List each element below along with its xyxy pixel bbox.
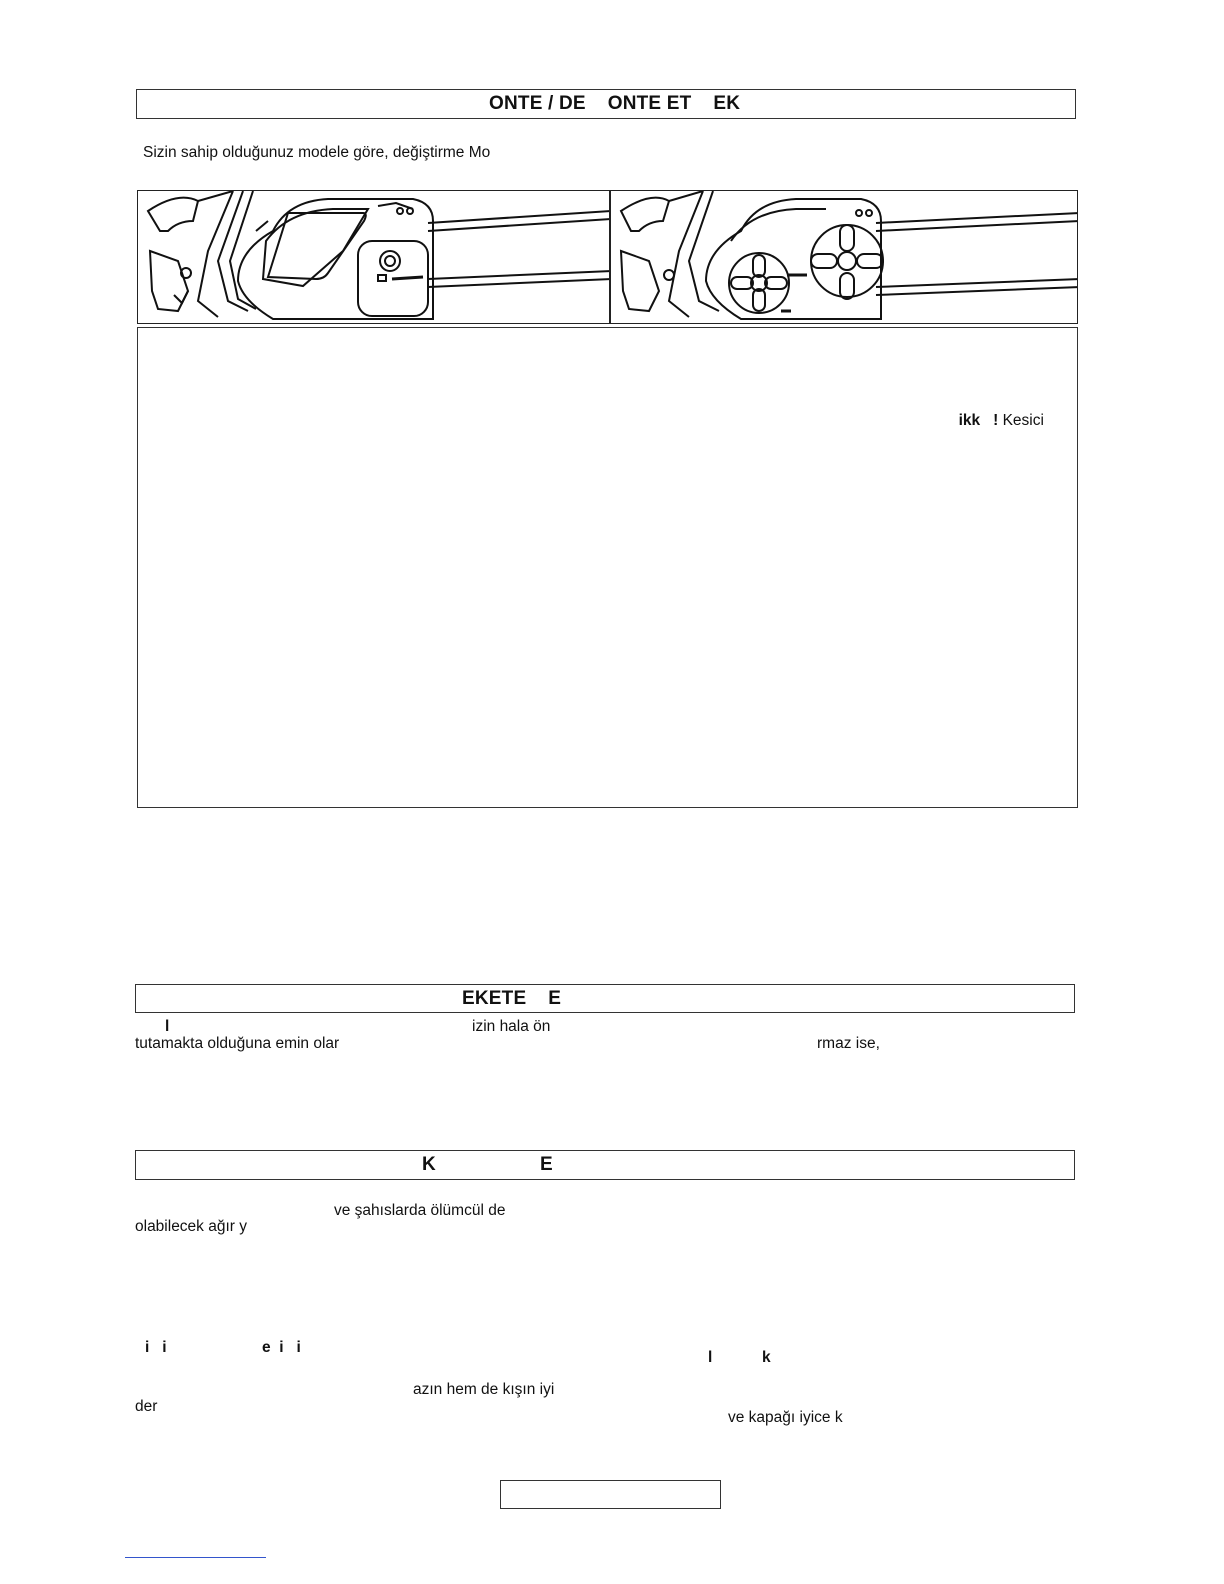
section2-line1-text: izin hala ön (472, 1018, 551, 1035)
section3-p1-a: ve şahıslarda ölümcül de (334, 1202, 506, 1219)
section-title-box-safety (135, 1150, 1075, 1180)
section2-line2-b: rmaz ise, (817, 1035, 880, 1052)
section3-p2-bold-b: e i i (262, 1339, 301, 1356)
section3-p2-bold-c: l (708, 1349, 713, 1366)
caution-text: Kesici (998, 412, 1044, 429)
section3-p2-bold-d: k (762, 1349, 771, 1366)
section2-line1-bold: l (165, 1018, 170, 1035)
section-title-montage: ONTE / DE ONTE ET EK (489, 93, 741, 114)
instructions-frame (137, 327, 1078, 808)
caution-note (950, 394, 1044, 430)
section3-p1-b: olabilecek ağır y (135, 1218, 248, 1235)
section3-p2-bold-a: i i (145, 1339, 167, 1356)
section3-p3-c: ve kapağı iyice k (728, 1409, 843, 1426)
chainsaw-tool-free-knobs-illustration (611, 191, 1078, 324)
page-number-box (500, 1480, 721, 1509)
left-saw-figure (137, 190, 610, 324)
intro-text: Sizin sahip olduğunuz modele göre, değiştirme Mo (143, 144, 491, 161)
section3-p3-a: azın hem de kışın iyi (413, 1381, 555, 1398)
section-title-safety-b: E (540, 1154, 553, 1175)
right-saw-figure (610, 190, 1078, 324)
footer-link-underline[interactable] (125, 1557, 266, 1558)
caution-label: ikk ! (958, 412, 999, 429)
section2-line2-a: tutamakta olduğuna emin olar (135, 1035, 340, 1052)
section3-p3-b: der (135, 1398, 158, 1415)
chainsaw-side-cover-illustration (138, 191, 610, 324)
section-title-box-chain-brake (135, 984, 1075, 1013)
section-title-safety-a: K (422, 1154, 436, 1175)
section-title-box-montage (136, 89, 1076, 119)
section-title-chain-brake: EKETE E (462, 987, 562, 1009)
